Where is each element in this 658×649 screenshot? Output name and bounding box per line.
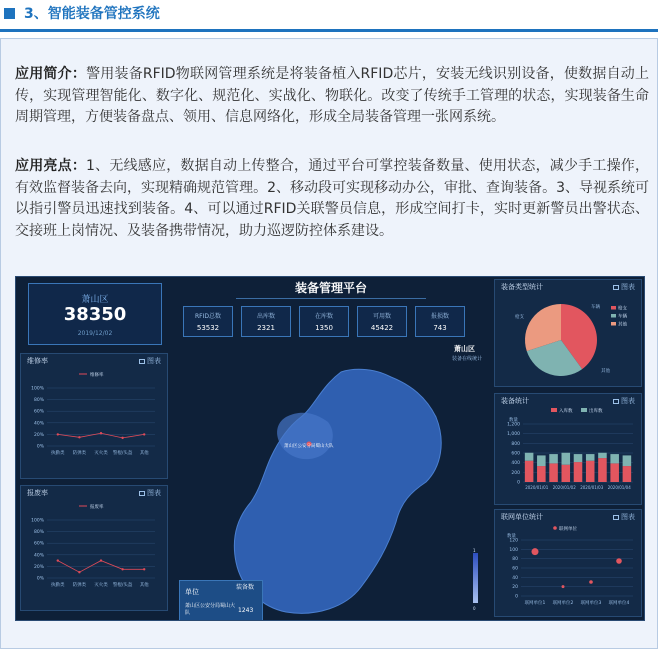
y-tick-label: 60% xyxy=(33,409,44,415)
data-point xyxy=(143,568,145,570)
chart-icon xyxy=(613,285,619,290)
y-tick-label: 0 xyxy=(517,480,520,486)
scale-min-label: 0 xyxy=(473,606,476,611)
legend-label: 其他 xyxy=(618,322,627,328)
x-tick-label: 其他 xyxy=(139,451,149,456)
x-tick-label: 执勤类 xyxy=(51,451,65,456)
y-tick-label: 0% xyxy=(36,444,44,450)
chart-link-label: 图表 xyxy=(621,397,635,405)
repair-rate-panel xyxy=(20,353,168,479)
stat-label: 可用数 xyxy=(372,313,391,320)
network-unit-chart-link[interactable] xyxy=(613,512,635,522)
chart-icon xyxy=(139,491,145,496)
table-header-count: 装备数 xyxy=(236,584,255,591)
slice-label: 车辆 xyxy=(591,305,600,310)
legend-swatch xyxy=(581,408,587,412)
bar xyxy=(549,454,558,463)
data-point xyxy=(616,558,622,564)
bar xyxy=(537,455,546,466)
y-tick-label: 40 xyxy=(512,575,518,581)
y-tick-label: 1,200 xyxy=(507,422,520,428)
equipment-type-chart xyxy=(495,290,641,386)
data-point xyxy=(100,432,102,434)
y-tick-label: 0% xyxy=(36,576,44,582)
dashboard-screenshot xyxy=(15,276,645,621)
bar xyxy=(562,453,571,465)
y-tick-label: 60 xyxy=(512,566,518,572)
y-tick-label: 20 xyxy=(512,585,518,591)
bar xyxy=(623,455,632,466)
map-color-scale xyxy=(470,547,482,611)
data-point xyxy=(143,433,145,435)
x-tick-label: 联网单位1 xyxy=(524,601,546,606)
equipment-stats-title: 装备统计 xyxy=(501,397,529,405)
intro-text: 警用装备RFID物联网管理系统是将装备植入RFID芯片，安装无线识别设备，使数据自动上传，实现管理智能化、数字化、规范化、实战化、物联化。改变了传统手工管理的状态，实现装备生命周期管理，方便装备盘点、领用、信息网络化，形成全局装备管理一张网系统。 xyxy=(15,66,649,126)
y-tick-label: 120 xyxy=(509,538,518,544)
data-point xyxy=(78,436,80,438)
stat-value: 743 xyxy=(433,324,447,332)
data-point xyxy=(57,559,59,561)
legend-label: 报废率 xyxy=(90,505,104,510)
y-tick-label: 20% xyxy=(33,564,44,570)
y-tick-label: 400 xyxy=(511,461,520,467)
bar xyxy=(610,454,619,463)
highlights-label: 应用亮点： xyxy=(15,158,87,174)
y-tick-label: 200 xyxy=(511,470,520,476)
data-point xyxy=(121,568,123,570)
scrap-rate-title: 报废率 xyxy=(27,489,48,497)
bar xyxy=(525,453,534,461)
highlights-paragraph xyxy=(15,156,649,242)
scrap-rate-chart-link[interactable] xyxy=(139,488,161,498)
stat-value: 53532 xyxy=(196,324,220,332)
x-tick-label: 警棍/头盔 xyxy=(112,451,133,456)
slice-label: 其他 xyxy=(601,369,610,374)
platform-title: 装备管理平台 xyxy=(236,279,426,299)
bar xyxy=(598,453,607,458)
bar xyxy=(586,461,595,482)
legend-swatch xyxy=(611,322,616,326)
y-tick-label: 80% xyxy=(33,398,44,404)
x-tick-label: 执勤类 xyxy=(51,583,65,588)
repair-rate-chart-link[interactable] xyxy=(139,356,161,366)
data-point xyxy=(589,580,593,584)
table-cell-unit: 萧山区公安分局蜀山大队 xyxy=(185,603,236,616)
map-region-sublabel: 装备在线统计 xyxy=(452,356,483,362)
data-point xyxy=(57,433,59,435)
legend-label: 出库数 xyxy=(589,409,603,414)
bar xyxy=(574,454,583,462)
bar xyxy=(623,466,632,482)
stat-label: RFID总数 xyxy=(194,313,221,320)
bar xyxy=(562,465,571,482)
intro-label: 应用简介： xyxy=(15,66,87,82)
y-tick-label: 100% xyxy=(31,518,44,524)
table-header-unit: 单位 xyxy=(185,588,199,596)
scale-max-label: 1 xyxy=(473,548,476,553)
legend-swatch xyxy=(611,306,616,310)
y-tick-label: 600 xyxy=(511,451,520,457)
x-tick-label: 2020/01/03 xyxy=(580,485,604,490)
highlights-text: 1、无线感应，数据自动上传整合，通过平台可掌控装备数量、使用状态，减少手工操作，有效监督装备去向，实现精确规范管理。2、移动段可实现移动办公，审批、查询装备。3、导视系统可以指引警员迅速找到装备。4、可以通过RFID关联警员信息，形成空间打卡，实时更新警员出警状态、交接班上岗情况、及装备携带情况，助力巡逻防控体系建设。 xyxy=(15,158,650,239)
chart-icon xyxy=(613,515,619,520)
x-tick-label: 2020/01/04 xyxy=(607,485,631,490)
scale-bar xyxy=(473,553,478,603)
data-point xyxy=(562,585,565,588)
network-unit-title: 联网单位统计 xyxy=(501,513,543,521)
intro-paragraph xyxy=(15,64,649,129)
legend-swatch xyxy=(551,408,557,412)
repair-rate-title: 维修率 xyxy=(27,357,48,365)
table-cell-count: 1243 xyxy=(238,607,254,614)
y-axis-label: 数量 xyxy=(507,534,516,539)
bar xyxy=(549,463,558,482)
chart-link-label: 图表 xyxy=(621,283,635,291)
slice-label: 枪支 xyxy=(515,315,524,320)
chart-icon xyxy=(139,359,145,364)
bar xyxy=(574,462,583,482)
y-tick-label: 80 xyxy=(512,557,518,563)
unit-table xyxy=(179,580,263,621)
bar xyxy=(610,463,619,482)
y-tick-label: 100 xyxy=(509,547,518,553)
equipment-stats-panel xyxy=(494,393,642,505)
stat-label: 出库数 xyxy=(256,313,275,320)
y-tick-label: 0 xyxy=(515,594,518,600)
legend-label: 车辆 xyxy=(618,314,627,320)
legend-swatch xyxy=(553,526,557,530)
data-point xyxy=(78,571,80,573)
y-tick-label: 1,000 xyxy=(507,432,520,438)
y-tick-label: 800 xyxy=(511,441,520,447)
bar xyxy=(586,454,595,461)
stat-label: 在库数 xyxy=(314,313,333,320)
y-tick-label: 80% xyxy=(33,530,44,536)
equipment-stats-chart-link[interactable] xyxy=(613,396,635,406)
section-title: 3、智能装备管控系统 xyxy=(24,6,160,22)
y-tick-label: 40% xyxy=(33,421,44,427)
x-tick-label: 联网单位4 xyxy=(608,601,630,606)
scrap-rate-panel xyxy=(20,485,168,611)
y-tick-label: 40% xyxy=(33,553,44,559)
equipment-type-panel xyxy=(494,279,642,387)
y-axis-label: 数量 xyxy=(509,418,518,423)
stat-value: 2321 xyxy=(257,324,275,332)
x-tick-label: 2020/01/02 xyxy=(552,485,576,490)
x-tick-label: 防弹类 xyxy=(72,451,87,456)
counter-date: 2019/12/02 xyxy=(77,330,113,337)
equipment-type-title: 装备类型统计 xyxy=(501,283,543,291)
data-point xyxy=(532,548,539,555)
data-point xyxy=(121,437,123,439)
network-unit-chart xyxy=(495,522,641,616)
square-bullet-icon xyxy=(4,8,15,19)
scrap-rate-chart xyxy=(21,498,167,610)
x-tick-label: 2020/01/01 xyxy=(525,485,549,490)
bar xyxy=(525,461,534,482)
legend-label: 联网单位 xyxy=(559,527,577,532)
x-tick-label: 防弹类 xyxy=(72,583,87,588)
network-unit-panel xyxy=(494,509,642,617)
chart-link-label: 图表 xyxy=(147,489,161,497)
x-tick-label: 灭火类 xyxy=(94,451,108,456)
stat-value: 45422 xyxy=(370,324,394,332)
x-tick-label: 联网单位2 xyxy=(552,601,574,606)
bar xyxy=(598,458,607,482)
repair-rate-chart xyxy=(21,366,167,478)
equipment-stats-chart xyxy=(495,406,641,504)
y-tick-label: 20% xyxy=(33,432,44,438)
section-header xyxy=(0,0,658,32)
x-tick-label: 联网单位3 xyxy=(580,601,602,606)
legend-label: 入库数 xyxy=(559,409,573,414)
chart-link-label: 图表 xyxy=(621,513,635,521)
data-point xyxy=(100,559,102,561)
counter-region: 萧山区 xyxy=(81,295,109,305)
x-tick-label: 其他 xyxy=(139,583,149,588)
chart-link-label: 图表 xyxy=(147,357,161,365)
bar xyxy=(537,466,546,482)
y-tick-label: 60% xyxy=(33,541,44,547)
counter-value: 38350 xyxy=(63,304,127,325)
stat-label: 报损数 xyxy=(430,313,449,320)
legend-swatch xyxy=(611,314,616,318)
map-region-label: 萧山区 xyxy=(454,345,475,353)
legend-label: 枪支 xyxy=(618,306,627,312)
chart-icon xyxy=(613,399,619,404)
x-tick-label: 警棍/头盔 xyxy=(112,583,133,588)
stat-value: 1350 xyxy=(315,324,333,332)
legend-label: 维修率 xyxy=(90,373,104,378)
x-tick-label: 灭火类 xyxy=(94,583,108,588)
y-tick-label: 100% xyxy=(31,386,44,392)
map-marker-label: 萧山区公安分局蜀山大队 xyxy=(284,444,334,449)
